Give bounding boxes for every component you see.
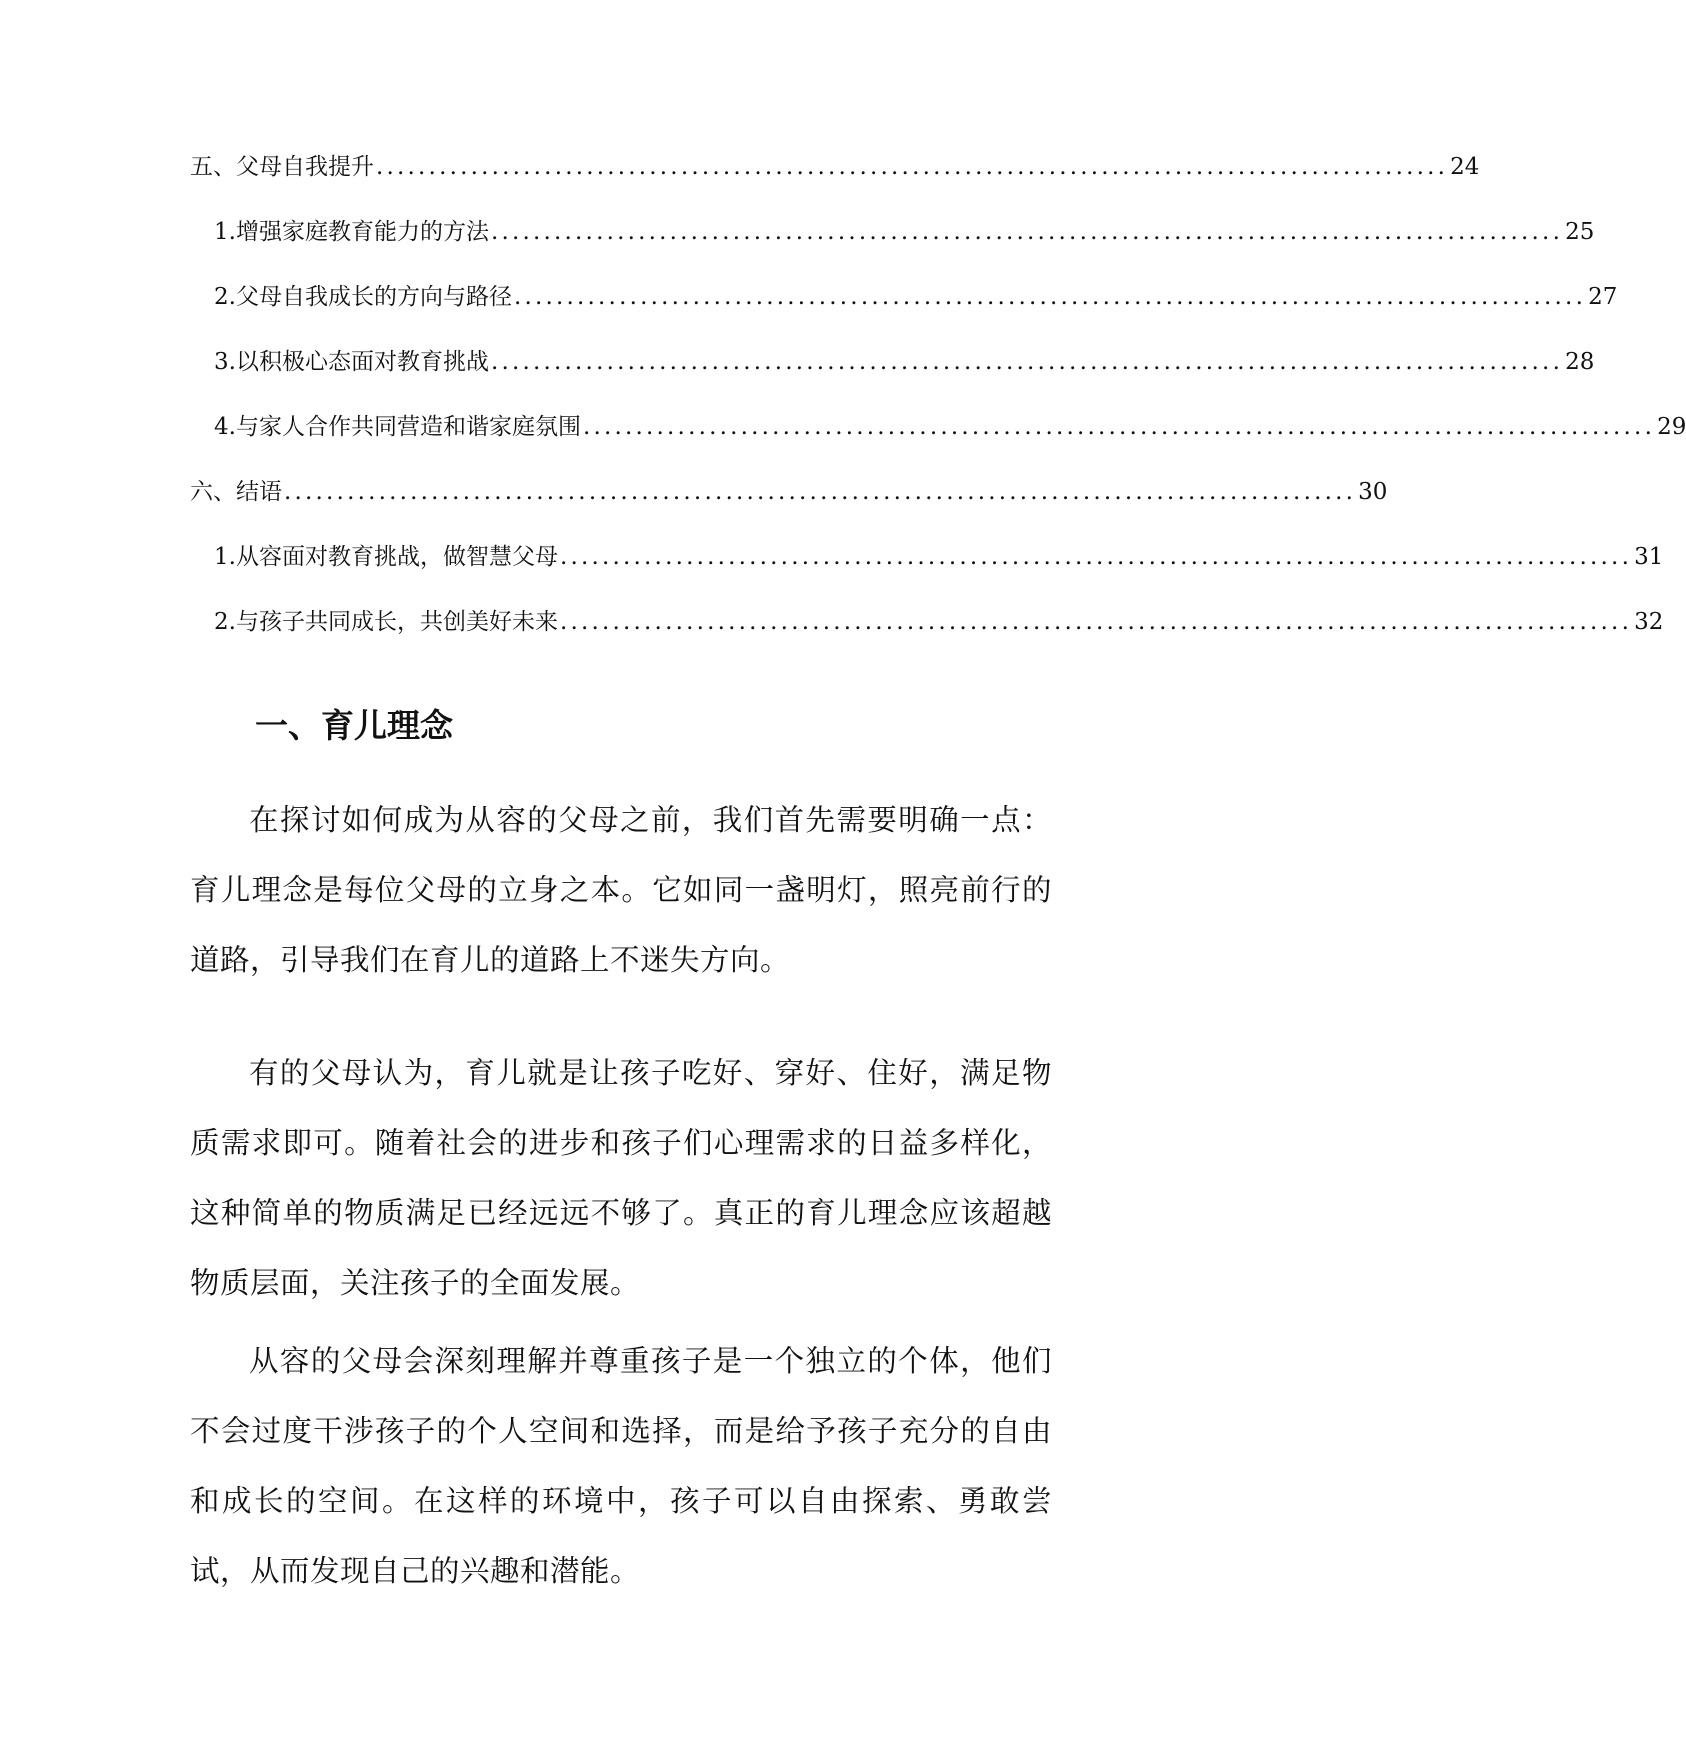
toc-entry-number: 1. (214, 219, 236, 245)
toc-page-number: 28 (1565, 349, 1595, 375)
toc-entry-label: 六、结语 (190, 479, 282, 505)
toc-entry-level2[interactable] (214, 412, 1686, 442)
body-paragraph: 有的父母认为，育儿就是让孩子吃好、穿好、住好，满足物质需求即可。随着社会的进步和孩子们心理需求的日益多样化，这种简单的物质满足已经远远不够了。真正的育儿理念应该超越物质层面，关注孩子的全面发展。 (190, 1056, 1052, 1300)
toc-page-number: 32 (1634, 609, 1664, 635)
toc-entry-label: 与孩子共同成长，共创美好未来 (235, 609, 558, 635)
toc-entry-level1[interactable] (190, 152, 1480, 182)
toc-page-number: 31 (1634, 544, 1664, 570)
toc-dot-leader: ...................................................................................................... (582, 414, 1656, 440)
toc-entry-label: 从容面对教育挑战，做智慧父母 (235, 544, 558, 570)
toc-entry-label: 增强家庭教育能力的方法 (235, 219, 489, 245)
toc-dot-leader: ...................................................................................................... (376, 154, 1449, 180)
toc-entry-level2[interactable] (214, 282, 1618, 312)
toc-dot-leader: ...................................................................................................... (284, 479, 1357, 505)
toc-entry-level2[interactable] (214, 607, 1664, 637)
toc-page-number: 24 (1450, 154, 1480, 180)
toc-entry-level1[interactable] (190, 477, 1388, 507)
toc-entry-number: 2. (214, 609, 236, 635)
toc-entry-number: 1. (214, 544, 236, 570)
toc-dot-leader: ...................................................................................................... (559, 609, 1633, 635)
toc-dot-leader: ...................................................................................................... (513, 284, 1587, 310)
toc-entry-level2[interactable] (214, 217, 1595, 247)
toc-page-number: 30 (1358, 479, 1388, 505)
toc-entry-label: 父母自我成长的方向与路径 (235, 284, 512, 310)
toc-dot-leader: ...................................................................................................... (559, 544, 1633, 570)
toc-page-number: 27 (1588, 284, 1618, 310)
toc-entry-number: 4. (214, 414, 236, 440)
toc-entry-label: 以积极心态面对教育挑战 (235, 349, 489, 375)
toc-dot-leader: ...................................................................................................... (490, 219, 1564, 245)
toc-entry-level2[interactable] (214, 542, 1664, 572)
toc-page-number: 29 (1657, 414, 1686, 440)
toc-entry-label: 五、父母自我提升 (190, 154, 374, 180)
toc-entry-label: 与家人合作共同营造和谐家庭氛围 (235, 414, 581, 440)
section-heading: 一、育儿理念 (255, 706, 453, 745)
toc-page-number: 25 (1565, 219, 1595, 245)
body-paragraph: 在探讨如何成为从容的父母之前，我们首先需要明确一点：育儿理念是每位父母的立身之本。它如同一盏明灯，照亮前行的道路，引导我们在育儿的道路上不迷失方向。 (190, 803, 1052, 977)
toc-entry-number: 2. (214, 284, 236, 310)
body-paragraph: 从容的父母会深刻理解并尊重孩子是一个独立的个体，他们不会过度干涉孩子的个人空间和选择，而是给予孩子充分的自由和成长的空间。在这样的环境中，孩子可以自由探索、勇敢尝试，从而发现自己的兴趣和潜能。 (190, 1344, 1052, 1588)
toc-dot-leader: ...................................................................................................... (490, 349, 1564, 375)
toc-entry-number: 3. (214, 349, 236, 375)
toc-entry-level2[interactable] (214, 347, 1595, 377)
